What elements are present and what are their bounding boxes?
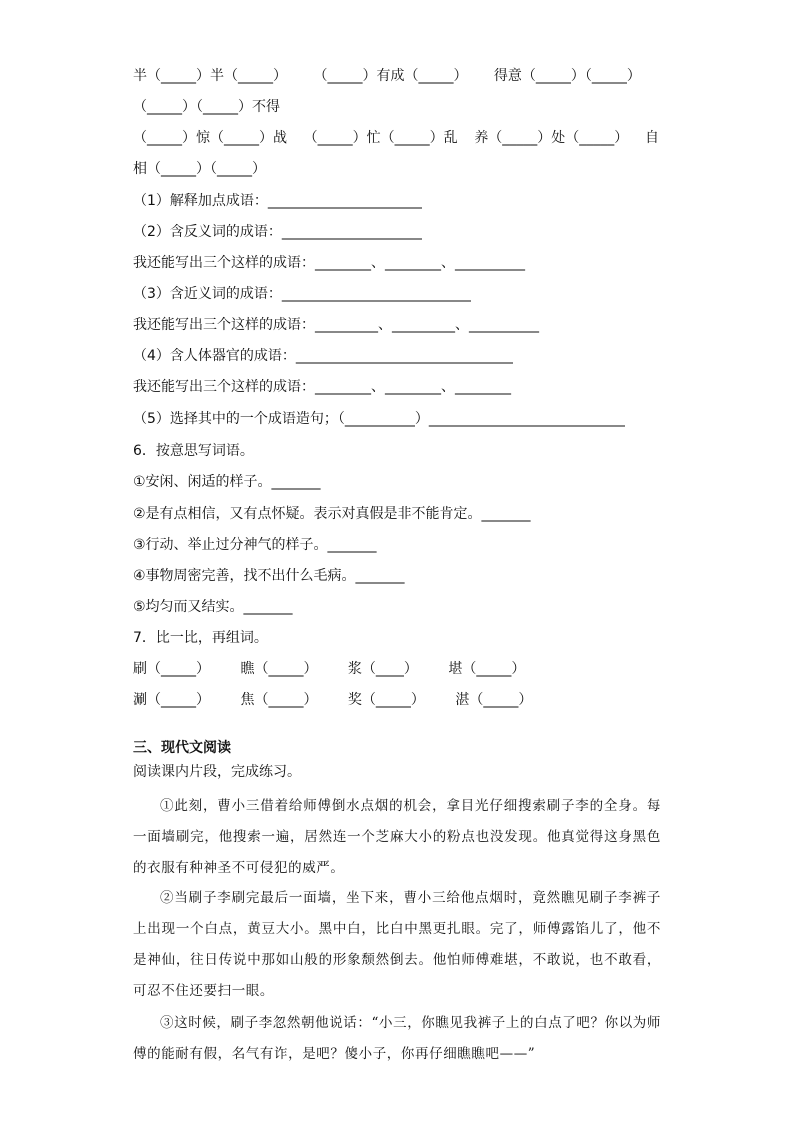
question-7-row-1 <box>133 659 661 679</box>
question-6-item-1[interactable]: ①安闲、闲适的样子。_______ <box>133 474 321 490</box>
question-7-row-2 <box>133 690 661 710</box>
idiom-blank-4[interactable]: （_____）（_____）不得 <box>133 99 280 115</box>
reading-paragraph-3: ③这时候，刷子李忽然朝他说话：“小三，你瞧见我裤子上的白点了吧？你以为师傅的能耐有假，名气有诈，是吧？傻小子，你再仔细瞧瞧吧——” <box>133 1015 662 1062</box>
idiom-row-4 <box>133 159 661 179</box>
task-2[interactable]: （2）含反义词的成语：____________________ <box>133 224 422 240</box>
compare-word-6[interactable]: 焦（_____） <box>240 692 318 708</box>
question-6-item-5[interactable]: ⑤均匀而又结实。_______ <box>133 599 293 615</box>
idiom-blank-5[interactable]: （_____）惊（_____）战 <box>133 130 287 146</box>
compare-word-4[interactable]: 堪（_____） <box>448 661 526 677</box>
idiom-blank-2[interactable]: （_____）有成（_____） <box>313 68 468 84</box>
question-6-title: 6．按意思写词语。 <box>133 443 254 459</box>
idiom-row-2 <box>133 97 661 117</box>
idiom-blank-6[interactable]: （_____）忙（_____）乱 <box>303 130 458 146</box>
reading-paragraph-1: ①此刻，曹小三借着给师傅倒水点烟的机会，拿目光仔细搜索刷子李的全身。每一面墙刷完，他搜索一遍，居然连一个芝麻大小的粉点也没发现。他真觉得这身黑色的衣服有种神圣不可侵犯的威严。 <box>133 798 661 876</box>
section-3-intro: 阅读课内片段，完成练习。 <box>133 764 301 780</box>
idiom-blank-7[interactable]: 养（_____）处（_____） <box>474 130 629 146</box>
question-6-item-3[interactable]: ③行动、举止过分神气的样子。_______ <box>133 537 377 553</box>
compare-word-8[interactable]: 湛（_____） <box>455 692 533 708</box>
task-2-extra[interactable]: 我还能写出三个这样的成语：________、________、__________ <box>133 255 525 271</box>
idiom-row-1 <box>133 66 661 86</box>
compare-word-5[interactable]: 涮（_____） <box>133 692 210 708</box>
compare-word-1[interactable]: 刷（_____） <box>133 661 210 677</box>
task-4-extra[interactable]: 我还能写出三个这样的成语：________、________、________ <box>133 379 511 395</box>
task-1[interactable]: （1）解释加点成语：______________________ <box>133 193 422 209</box>
task-5[interactable]: （5）选择其中的一个成语造句；（__________）____________________________ <box>133 411 625 427</box>
idiom-blank-8[interactable]: 相（_____）（_____） <box>133 161 266 177</box>
question-7-title: 7．比一比，再组词。 <box>133 630 268 646</box>
reading-paragraph-2: ②当刷子李刷完最后一面墙，坐下来，曹小三给他点烟时，竟然瞧见刷子李裤子上出现一个白点，黄豆大小。黑中白，比白中黑更扎眼。完了，师傅露馅儿了，他不是神仙，往日传说中那如山般的形象颓然倒去。他怕师傅难堪，不敢说，也不敢看，可忍不住还要扫一眼。 <box>133 890 661 999</box>
compare-word-2[interactable]: 瞧（_____） <box>240 661 318 677</box>
idiom-blank-8-start: 自 <box>644 130 659 146</box>
task-3-extra[interactable]: 我还能写出三个这样的成语：_________、_________、__________ <box>133 317 539 333</box>
question-6-item-2[interactable]: ②是有点相信，又有点怀疑。表示对真假是非不能肯定。_______ <box>133 506 531 522</box>
task-4[interactable]: （4）含人体器官的成语：_______________________________ <box>133 348 513 364</box>
idiom-blank-3[interactable]: 得意（_____）（_____） <box>493 68 641 84</box>
task-3[interactable]: （3）含近义词的成语：___________________________ <box>133 286 471 302</box>
compare-word-7[interactable]: 奖（_____） <box>347 692 425 708</box>
question-6-item-4[interactable]: ④事物周密完善，找不出什么毛病。_______ <box>133 568 405 584</box>
idiom-blank-1[interactable]: 半（_____）半（_____） <box>133 68 287 84</box>
section-3-title: 三、现代文阅读 <box>133 740 231 756</box>
idiom-row-3 <box>133 128 659 148</box>
compare-word-3[interactable]: 浆（____） <box>347 661 418 677</box>
